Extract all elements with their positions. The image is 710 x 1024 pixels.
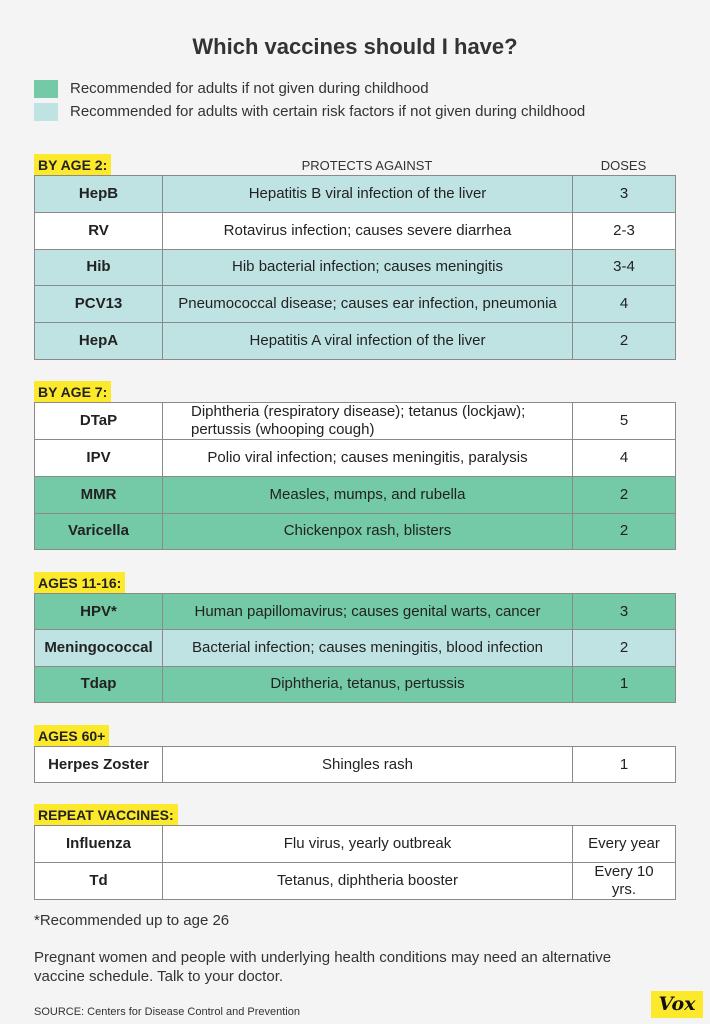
table-row bbox=[35, 747, 676, 783]
section-label: BY AGE 7: bbox=[34, 381, 111, 403]
section-label: AGES 60+ bbox=[34, 725, 109, 747]
vaccine-name: HepB bbox=[35, 176, 163, 213]
legend-swatch-green bbox=[34, 80, 58, 98]
vaccine-name: Varicella bbox=[35, 513, 163, 550]
table-row bbox=[35, 212, 676, 249]
protects-against: Hepatitis B viral infection of the liver bbox=[163, 176, 573, 213]
doses-value: 2 bbox=[573, 476, 676, 513]
vaccine-name: PCV13 bbox=[35, 286, 163, 323]
vaccine-table-ages-60 bbox=[34, 746, 676, 783]
table-row bbox=[35, 286, 676, 323]
legend-label: Recommended for adults with certain risk factors if not given during childhood bbox=[70, 103, 586, 120]
page-title: Which vaccines should I have? bbox=[192, 34, 518, 59]
vaccine-table-ages-11-16 bbox=[34, 593, 676, 703]
vaccine-table-by-age-2 bbox=[34, 175, 676, 360]
legend-label: Recommended for adults if not given during childhood bbox=[70, 80, 429, 97]
protects-against: Polio viral infection; causes meningitis, paralysis bbox=[163, 440, 573, 477]
protects-against: Chickenpox rash, blisters bbox=[163, 513, 573, 550]
protects-against: Hib bacterial infection; causes meningitis bbox=[163, 249, 573, 286]
protects-against: Human papillomavirus; causes genital warts, cancer bbox=[163, 594, 573, 630]
protects-against: Rotavirus infection; causes severe diarrhea bbox=[163, 212, 573, 249]
doses-value: 3 bbox=[573, 594, 676, 630]
protects-against: Tetanus, diphtheria booster bbox=[163, 863, 573, 900]
protects-against: Measles, mumps, and rubella bbox=[163, 476, 573, 513]
table-row bbox=[35, 476, 676, 513]
legend-swatch-light bbox=[34, 103, 58, 121]
column-header-protects: PROTECTS AGAINST bbox=[301, 158, 433, 173]
vaccine-name: Td bbox=[35, 863, 163, 900]
doses-value: 2-3 bbox=[573, 212, 676, 249]
vaccine-name: HepA bbox=[35, 323, 163, 360]
doses-value: 5 bbox=[573, 403, 676, 440]
vaccine-table-repeat bbox=[34, 825, 676, 900]
protects-against: Shingles rash bbox=[163, 747, 573, 783]
table-row bbox=[35, 249, 676, 286]
section-label: AGES 11-16: bbox=[34, 572, 125, 594]
doses-value: 2 bbox=[573, 323, 676, 360]
table-row bbox=[35, 403, 676, 440]
protects-against: Diphtheria, tetanus, pertussis bbox=[163, 666, 573, 702]
table-row bbox=[35, 863, 676, 900]
doses-value: 4 bbox=[573, 440, 676, 477]
protects-against: Pneumococcal disease; causes ear infection, pneumonia bbox=[163, 286, 573, 323]
table-row bbox=[35, 323, 676, 360]
table-row bbox=[35, 176, 676, 213]
doses-value: 3 bbox=[573, 176, 676, 213]
section-label: BY AGE 2: bbox=[34, 154, 111, 176]
protects-against: Hepatitis A viral infection of the liver bbox=[163, 323, 573, 360]
vaccine-name: RV bbox=[35, 212, 163, 249]
vaccine-name: Meningococcal bbox=[35, 630, 163, 666]
doses-value: 1 bbox=[573, 666, 676, 702]
table-row bbox=[35, 440, 676, 477]
vaccine-name: Tdap bbox=[35, 666, 163, 702]
section-label: REPEAT VACCINES: bbox=[34, 804, 178, 826]
doses-value: 1 bbox=[573, 747, 676, 783]
vaccine-name: Hib bbox=[35, 249, 163, 286]
vaccine-name: Herpes Zoster bbox=[35, 747, 163, 783]
doses-value: 2 bbox=[573, 513, 676, 550]
footnote: *Recommended up to age 26 bbox=[34, 912, 230, 929]
table-row bbox=[35, 513, 676, 550]
table-row bbox=[35, 630, 676, 666]
vaccine-name: DTaP bbox=[35, 403, 163, 440]
vaccine-table-by-age-7 bbox=[34, 402, 676, 550]
protects-against: Bacterial infection; causes meningitis, blood infection bbox=[163, 630, 573, 666]
doses-value: 3-4 bbox=[573, 249, 676, 286]
doses-value: 4 bbox=[573, 286, 676, 323]
vaccine-name: MMR bbox=[35, 476, 163, 513]
table-row bbox=[35, 594, 676, 630]
column-header-doses: DOSES bbox=[600, 158, 647, 173]
doses-value: 2 bbox=[573, 630, 676, 666]
vaccine-name: HPV* bbox=[35, 594, 163, 630]
vaccine-name: IPV bbox=[35, 440, 163, 477]
doses-value: Every 10 yrs. bbox=[573, 863, 676, 900]
vaccine-name: Influenza bbox=[35, 826, 163, 863]
advisory-note: Pregnant women and people with underlying health conditions may need an alternative vaccine schedule. Talk to your doctor. bbox=[34, 949, 612, 985]
table-row bbox=[35, 666, 676, 702]
table-row bbox=[35, 826, 676, 863]
protects-against: Flu virus, yearly outbreak bbox=[163, 826, 573, 863]
doses-value: Every year bbox=[573, 826, 676, 863]
protects-against: Diphtheria (respiratory disease); tetanus (lockjaw); pertussis (whooping cough) bbox=[163, 403, 573, 440]
source-credit: SOURCE: Centers for Disease Control and Prevention bbox=[34, 1006, 300, 1018]
vox-logo: Vox bbox=[651, 991, 703, 1018]
